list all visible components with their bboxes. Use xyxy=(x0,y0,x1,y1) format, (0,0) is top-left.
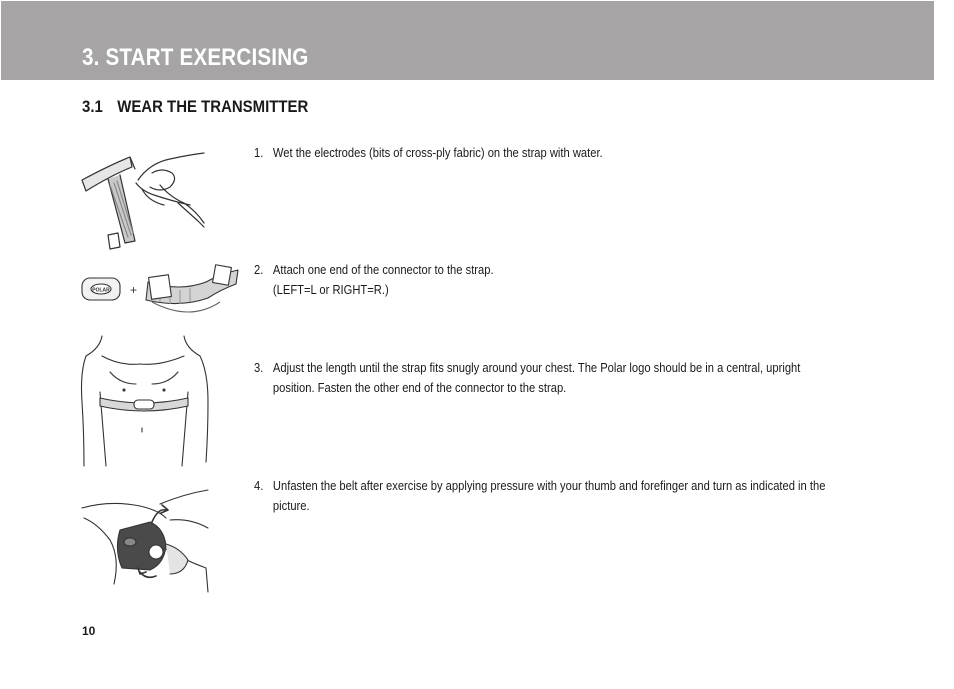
torso-strap-illustration xyxy=(80,332,212,468)
section-heading xyxy=(82,97,308,117)
step-text: Adjust the length until the strap fits snugly around your chest. The Polar logo should be in a central, upright position. Fasten the other end of the connector to the strap. xyxy=(272,360,801,395)
step-text: Unfasten the belt after exercise by applying pressure with your thumb and forefinger and turn as indicated in the picture. xyxy=(272,478,826,513)
page-number: 10 xyxy=(82,624,96,638)
step-4 xyxy=(254,476,843,516)
step-text: Wet the electrodes (bits of cross-ply fabric) on the strap with water. xyxy=(272,145,603,160)
step-text-line-2: (LEFT=L or RIGHT=R.) xyxy=(272,282,389,297)
section-title: WEAR THE TRANSMITTER xyxy=(117,97,309,116)
chapter-title: 3. START EXERCISING xyxy=(82,44,309,71)
step-number: 3. xyxy=(254,360,264,375)
unfasten-belt-illustration xyxy=(80,488,212,594)
step-number: 2. xyxy=(254,262,264,277)
connector-logo-text: POLAR xyxy=(92,287,110,294)
step-number: 1. xyxy=(254,145,264,160)
step-1 xyxy=(254,143,804,163)
step-text: Attach one end of the connector to the strap. xyxy=(272,262,494,277)
step-number: 4. xyxy=(254,478,264,493)
plus-sign: + xyxy=(130,283,138,297)
section-number: 3.1 xyxy=(82,97,103,116)
step-3 xyxy=(254,358,804,398)
wet-strap-illustration xyxy=(80,145,208,250)
step-2 xyxy=(254,260,804,300)
connector-strap-illustration xyxy=(80,262,240,322)
